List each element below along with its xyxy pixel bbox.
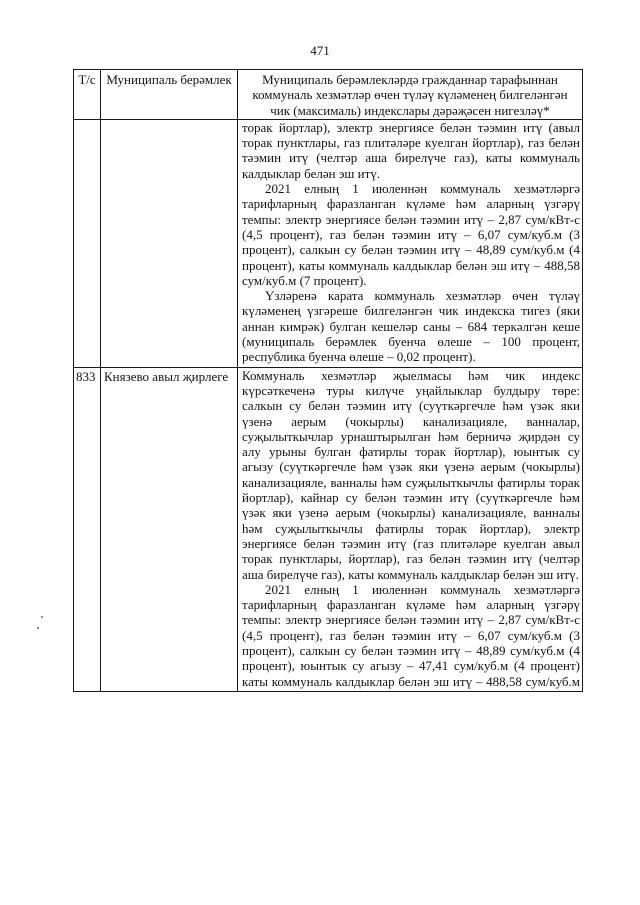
row-description <box>238 367 583 691</box>
scan-speck <box>37 627 39 629</box>
header-number: Т/с <box>74 70 101 120</box>
row-number <box>74 119 101 367</box>
row-number: 833 <box>74 367 101 691</box>
scan-speck <box>41 616 43 618</box>
row-municipality <box>101 119 238 367</box>
table-row <box>74 119 583 367</box>
header-description: Муниципаль берәмлекләрдә гражданнар тарафыннан коммуналь хезмәтләр өчен түләү күләменең билгеләнгән чик (максималь) индекслары дәрәҗәсен нигезләү* <box>238 70 583 120</box>
paragraph: 2021 елның 1 июленнән коммуналь хезмәтләргә тарифларның фаразланган күләме һәм аларның үзгәрү темпы: электр энергиясе белән тәэмин итү – 2,87 сум/кВт-с (4,5 процент), газ белән тәэмин итү – 6,07 сум/куб.м (3 процент), салкын су белән тәэмин итү – 48,89 сум/куб.м (4 процент), каты коммуналь калдыклар белән эш итү – 488,58 сум/куб.м (7 процент). <box>242 181 580 288</box>
row-municipality: Князево авыл җирлеге <box>101 367 238 691</box>
table-row <box>74 367 583 691</box>
header-municipality: Муниципаль берәмлек <box>101 70 238 120</box>
table-header-row <box>74 70 583 120</box>
paragraph: торак йортлар), электр энергиясе белән тәэмин итү (авыл торак пунктлары, газ плитәләре куелган йортлар), газ белән тәэмин итү (челтәр аша бирелүче газ), каты коммуналь калдыклар белән эш итү. <box>242 119 580 181</box>
tariff-table <box>73 69 583 692</box>
paragraph: 2021 елның 1 июленнән коммуналь хезмәтләргә тарифларның фаразланган күләме һәм аларның үзгәрү темпы: электр энергиясе белән тәэмин итү – 2,87 сум/кВт-с (4,5 процент), газ белән тәэмин итү – 6,07 сум/куб.м (3 процент), салкын су белән тәэмин итү – 48,89 сум/куб.м (4 процент), юынтык су агызу – 47,41 сум/куб.м (4 процент) каты коммуналь калдыклар белән эш итү – 488,58 сум/куб.м <box>242 581 580 689</box>
row-description <box>238 119 583 367</box>
paragraph: Коммуналь хезмәтләр җыелмасы һәм чик индекс күрсәткеченә туры килүче уңайлыклар булдыру төре: салкын су белән тәэмин итү (суүткәргечле һәм үзәк яки үзенә аерым (чокырлы) канализацияле, ванналар, суҗылыткычлар урнаштырылган һәм берничә җирдән су алу урыны булган фатирлы торак йортлар), юынтык су агызу (суүткәргечле һәм үзәк яки үзенә аерым (чокырлы) канализацияле, ванналы һәм суҗылыткычлы фатирлы торак йортлар), кайнар су белән тәэмин итү (суүткәргечле һәм үзәк яки үзенә аерым (чокырлы) канализацияле, ванналы һәм суҗылыткычлы фатирлы торак йортлар), электр энергиясе белән тәэмин итү (газ плитәләре куелган авыл торак пунктлары, йортлар), газ белән тәэмин итү (челтәр аша бирелүче газ), каты коммуналь калдыклар белән эш итү. <box>242 367 580 582</box>
page-number: 471 <box>310 43 330 58</box>
paragraph: Үзләренә карата коммуналь хезмәтләр өчен түләү күләменең үзгәреше билгеләнгән чик индекска тигез (яки аннан кимрәк) булган кешеләр саны – 684 теркәлгән кеше (муниципаль берәмлек буенча өлеше – 100 процент, республика буенча өлеше – 0,02 процент). <box>242 288 580 365</box>
